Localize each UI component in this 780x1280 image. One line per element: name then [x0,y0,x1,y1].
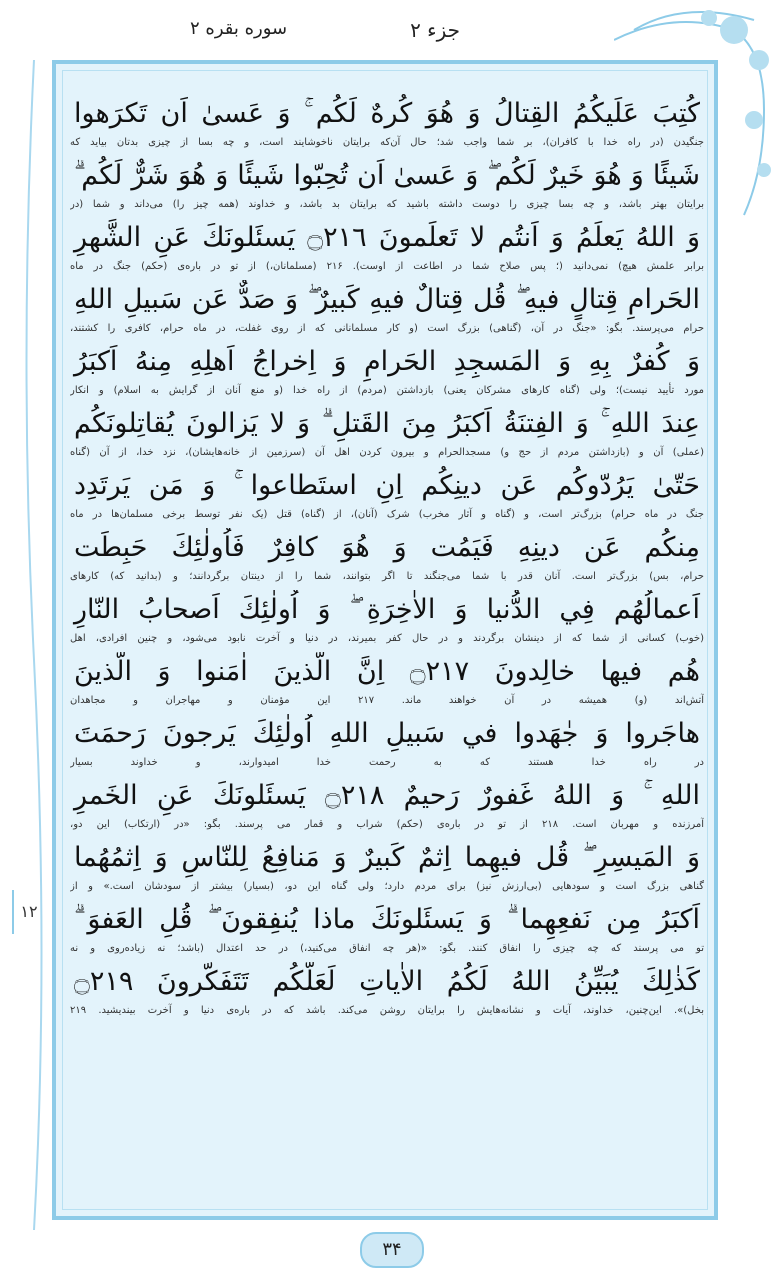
arabic-text: عِندَ اللهِ ۚ وَ الفِتنَةُ اَكبَرُ مِنَ القَتلِ ۗ وَ لا يَزالونَ يُقاتِلونَكُم [74,408,700,439]
verse-line [70,652,704,714]
translation-text: آمرزنده و مهربان است. ۲۱۸ از تو در باره‌ی (حکم) شراب و قمار می پرسند. بگو: «در (ارتکاب) این دو، [70,819,704,830]
arabic-text: وَ المَيسِرِ ۖ قُل فيهِما اِثمٌ كَبيرٌ وَ مَنافِعُ لِلنّاسِ وَ اِثمُهُما [74,842,700,873]
verse-line [70,280,704,342]
translation-text: گناهی بزرگ است و سودهایی (بی‌ارزش نیز) برای مردم دارد؛ ولی گناه این دو، (بسیار) بیشتر از سودشان است.» و از [70,881,704,892]
page-number: ۳۴ [360,1232,424,1268]
translation-text: تو می پرسند که چه چیزی را انفاق کنند. بگو: «(هر چه انفاق می‌کنید،) در حد اعتدال (باشد؛ نه زیاده‌روی و نه [70,943,704,954]
translation-text: حرام می‌پرسند. بگو: «جنگ در آن، (گناهی) بزرگ است (و کار مسلمانانی که از روی غفلت، در ماه حرام، کافری را کشتند، [70,323,704,334]
verse-line [70,404,704,466]
juz-label: جزء ۲ [410,18,460,42]
translation-text: (عملی) آن و (بازداشتن مردم از حج و) مسجدالحرام و بیرون کردن اهل آن (سرزمین از خانه‌هایشان)، نزد خدا، از آن (گناه [70,447,704,458]
arabic-text: وَ كُفرٌ بِهِ وَ المَسجِدِ الحَرامِ وَ اِخراجُ اَهلِهِ مِنهُ اَكبَرُ [74,346,700,377]
arabic-text: اَكبَرُ مِن نَفعِهِما ۗ وَ يَسئَلونَكَ ماذا يُنفِقونَ ۖ قُلِ العَفوَ ۗ [74,904,700,935]
arabic-text: كُتِبَ عَلَيكُمُ القِتالُ وَ هُوَ كُرهٌ لَكُم ۚ وَ عَسىٰ اَن تَكرَهوا [74,98,700,129]
translation-text: آتش‌اند (و) همیشه در آن خواهند ماند. ۲۱۷ این مؤمنان و مهاجران و مجاهدان [70,695,704,706]
arabic-text: مِنكُم عَن دينِهِ فَيَمُت وَ هُوَ كافِرٌ فَاُولٰئِكَ حَبِطَت [74,532,700,563]
verse-line [70,94,704,156]
translation-text: برایتان بهتر باشد، و چه بسا چیزی را دوست داشته باشید که برایتان بد باشد، و خداوند (همه چیز را) می‌داند و شما (در [70,199,704,210]
arabic-text: الحَرامِ قِتالٍ فيهِ ۖ قُل قِتالٌ فيهِ كَبيرٌ ۖ وَ صَدٌّ عَن سَبيلِ اللهِ [74,284,700,315]
verse-line [70,466,704,528]
verse-line [70,156,704,218]
arabic-text: هاجَروا وَ جٰهَدوا في سَبيلِ اللهِ اُولٰئِكَ يَرجونَ رَحمَتَ [74,718,700,749]
translation-text: بخل)». این‌چنین، خداوند، آیات و نشانه‌هایش را برایتان روشن می‌کند. باشد که در باره‌ی دنیا و آخرت بیندیشید. ۲۱۹ [70,1005,704,1016]
translation-text: حرام، بس) بزرگ‌تر است. آنان قدر با شما می‌جنگند تا اگر بتوانند، شما را از دینتان برگردانند؛ و (بدانید که) کارهای [70,571,704,582]
arabic-text: كَذٰلِكَ يُبَيِّنُ اللهُ لَكُمُ الاٰياتِ لَعَلَّكُم تَتَفَكَّرونَ ۝٢١٩ [74,966,700,997]
translation-text: برابر علمش هیچ) نمی‌دانید (؛ پس صلاح شما در اطاعت از اوست). ۲۱۶ (مسلمانان،) از تو در باره‌ی (حکم) جنگ در ماه [70,261,704,272]
verse-line [70,218,704,280]
page-header [190,14,460,54]
arabic-text: هُم فيها خالِدونَ ۝٢١٧ اِنَّ الَّذينَ اٰمَنوا وَ الَّذينَ [74,656,700,687]
verse-lines [70,94,704,1024]
verse-line [70,900,704,962]
verse-line [70,962,704,1024]
verse-line [70,714,704,776]
translation-text: جنگ در ماه حرام) بزرگ‌تر است، و (گناه و آثار مخرب) شرک (آنان)، از (گناه) قتل (یک نفر توسط برخی مسلمان‌ها در ماه [70,509,704,520]
arabic-text: اللهِ ۚ وَ اللهُ غَفورٌ رَحيمٌ ۝٢١٨ يَسئَلونَكَ عَنِ الخَمرِ [74,780,700,811]
verse-line [70,776,704,838]
verse-line [70,590,704,652]
verse-line [70,838,704,900]
verse-line [70,342,704,404]
arabic-text: حَتّىٰ يَرُدّوكُم عَن دينِكُم اِنِ استَطاعوا ۚ وَ مَن يَرتَدِد [74,470,700,501]
translation-text: مورد تأیید نیست)؛ ولی (گناه کارهای مشرکان یعنی) بازداشتن (مردم) از راه خدا (و منع آنان از گرایش به اسلام) و انکار [70,385,704,396]
border-vine-icon [14,60,54,1230]
arabic-text: اَعمالُهُم فِي الدُّنيا وَ الاٰخِرَةِ ۖ وَ اُولٰئِكَ اَصحابُ النّارِ [74,594,700,625]
surah-label: سوره بقره ۲ [190,18,288,39]
verse-line [70,528,704,590]
translation-text: جنگیدن (در راه خدا با کافران)، بر شما واجب شد؛ حال آن‌که برایتان ناخوشایند است، و چه بسا از چیزی بدتان بیاید که [70,137,704,148]
hizb-margin-mark: ۱۲ [12,890,44,934]
translation-text: در راه خدا هستند که به رحمت خدا امیدوارند، و خداوند بسیار [70,757,704,768]
translation-text: (خوب) کسانی از شما که از دینشان برگردند و در حال کفر بمیرند، در دنیا و آخرت نابود می‌شود، و چنین افرادی، اهل [70,633,704,644]
arabic-text: وَ اللهُ يَعلَمُ وَ اَنتُم لا تَعلَمونَ ۝٢١٦ يَسئَلونَكَ عَنِ الشَّهرِ [74,222,700,253]
arabic-text: شَيئًا وَ هُوَ خَيرٌ لَكُم ۖ وَ عَسىٰ اَن تُحِبّوا شَيئًا وَ هُوَ شَرٌّ لَكُم ۗ [74,160,700,191]
page-frame [52,60,718,1220]
